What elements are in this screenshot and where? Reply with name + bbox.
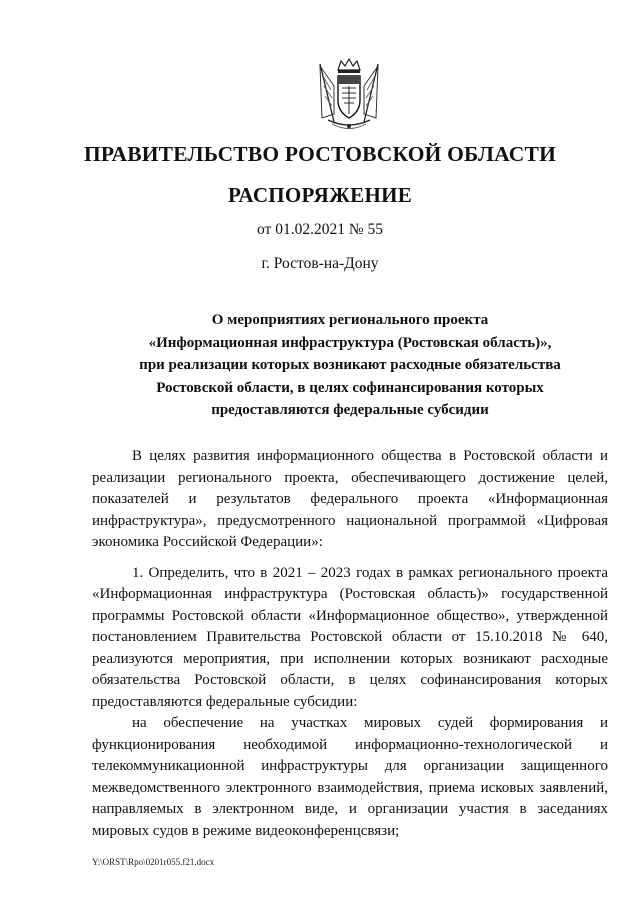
coat-of-arms-icon [314,56,384,134]
subject-line: О мероприятиях регионального проекта [211,312,489,328]
document-type: РАСПОРЯЖЕНИЕ [227,183,413,207]
document-place: г. Ростов-на-Дону [261,255,379,272]
preamble-paragraph: В целях развития информационного общества в Ростовской области и реализации регионального проекта, обеспечивающего достижение целей, показателей и результатов федерального проекта «Информационная инфраструктура», предусмотренного национальной программой «Цифровая экономика Российской Федерации»: [92,448,608,550]
item-1-subparagraph: на обеспечение на участках мировых судей формирования и функционирования необходимой информационно-технологической и телекоммуникационной инфраструктуры для организации защищенного межведомственного электронного взаимодействия, приема исковых заявлений, направляемых в электронном виде, и организации участия в заседаниях мировых судов в режиме видеоконференцсвязи; [92,715,608,839]
subject-line: «Информационная инфраструктура (Ростовская область)», [148,334,552,351]
item-1-paragraph: 1. Определить, что в 2021 – 2023 годах в рамках регионального проекта «Информационная инфраструктура (Ростовская область)» государственной программы Ростовской области «Информационное общество», утвержденной постановлением Правительства Ростовской области от 15.10.2018 № 640, реализуются мероприятия, при исполнении которых возникают расходные обязательства Ростовской области, в целях софинансирования которых предоставляются федеральные субсидии: [92,564,608,710]
document-subject [100,309,600,422]
document-date-number: от 01.02.2021 № 55 [257,221,383,238]
document-body [92,446,608,842]
file-path-footer: Y:\ORST\Rpo\0201r055.f21.docx [92,857,215,867]
subject-line: предоставляются федеральные субсидии [211,402,489,418]
subject-line: при реализации которых возникают расходные обязательства [139,357,561,373]
subject-line: Ростовской области, в целях софинансирования которых [156,379,544,396]
government-name: ПРАВИТЕЛЬСТВО РОСТОВСКОЙ ОБЛАСТИ [83,142,556,166]
